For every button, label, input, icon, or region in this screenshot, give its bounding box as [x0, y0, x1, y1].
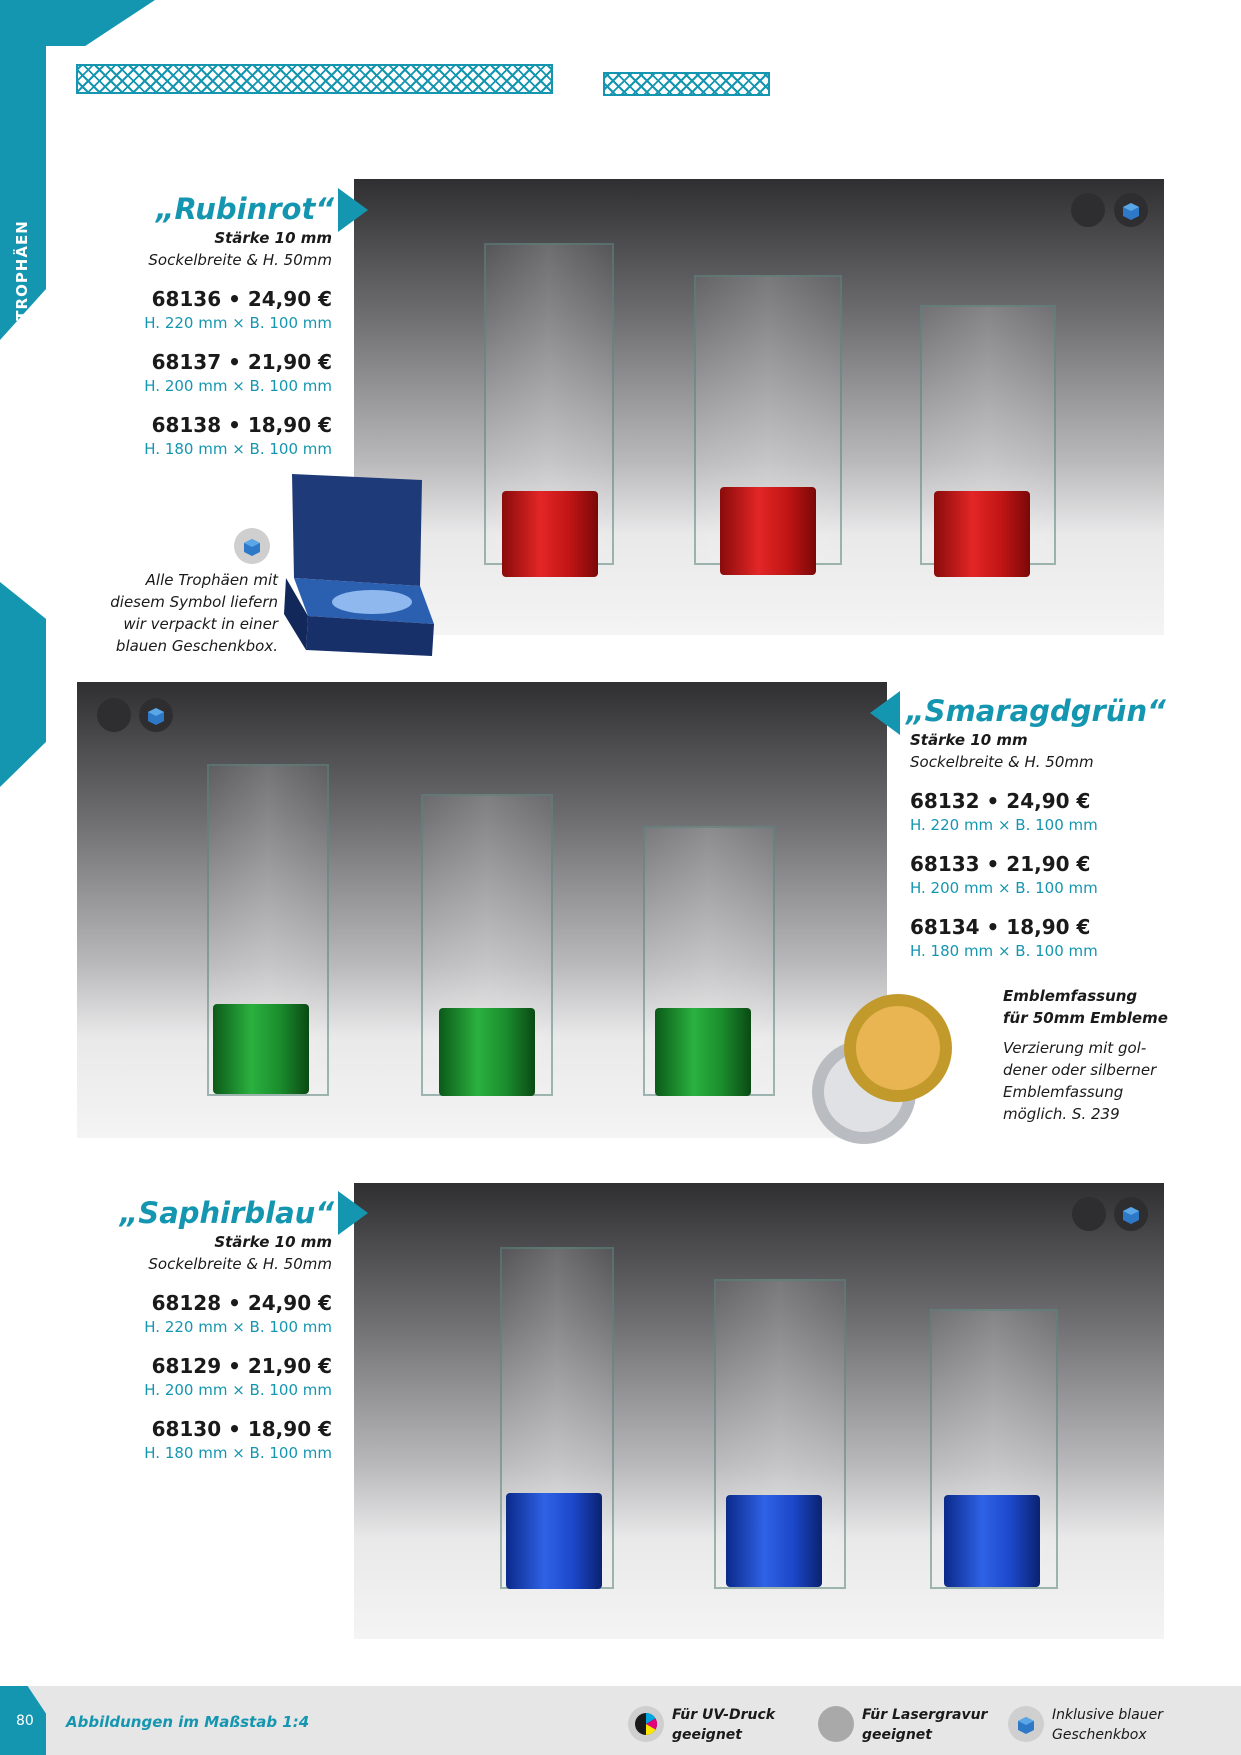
base-size-label: Sockelbreite & H. 50mm [148, 1255, 332, 1273]
pointer-arrow [338, 188, 368, 232]
note-line: Alle Trophäen mit [145, 571, 278, 589]
green-base-small [655, 1008, 751, 1096]
product-name: „Smaragdgrün“ [906, 694, 1166, 728]
size-line: H. 180 mm × B. 100 mm [144, 1444, 332, 1462]
product-photo-rubinrot [354, 179, 1164, 635]
size-line: H. 200 mm × B. 100 mm [144, 377, 332, 395]
product-name: „Rubinrot“ [155, 192, 334, 226]
section-label: GLASTROPHÄEN [13, 220, 31, 370]
product-photo-smaragdgruen [77, 682, 887, 1138]
laser-engraving-icon [97, 698, 131, 732]
scale-note: Abbildungen im Maßstab 1:4 [66, 1713, 310, 1731]
thickness-label: Stärke 10 mm [214, 1233, 332, 1251]
uv-print-icon [628, 1706, 664, 1742]
product-photo-saphirblau [354, 1183, 1164, 1639]
gift-box-note [80, 569, 278, 657]
gift-box-label [1052, 1705, 1163, 1745]
emblem-title: für 50mm Embleme [1003, 1009, 1168, 1027]
icon-label-line: Geschenkbox [1052, 1727, 1147, 1743]
base-size-label: Sockelbreite & H. 50mm [910, 753, 1094, 771]
price-line: 68134 • 18,90 € [910, 915, 1091, 939]
gift-box-image [284, 474, 442, 658]
pointer-arrow [338, 1191, 368, 1235]
blue-base-small [944, 1495, 1040, 1587]
price-line: 68132 • 24,90 € [910, 789, 1091, 813]
red-base-medium [720, 487, 816, 575]
red-base-small [934, 491, 1030, 577]
size-line: H. 180 mm × B. 100 mm [910, 942, 1098, 960]
icon-label-line: geeignet [862, 1727, 932, 1743]
note-line: diesem Symbol liefern [110, 593, 278, 611]
note-line: Emblemfassung [1003, 1083, 1124, 1101]
base-size-label: Sockelbreite & H. 50mm [148, 251, 332, 269]
icon-label-line: Für UV-Druck [672, 1707, 776, 1723]
size-line: H. 220 mm × B. 100 mm [144, 314, 332, 332]
size-line: H. 200 mm × B. 100 mm [144, 1381, 332, 1399]
price-line: 68129 • 21,90 € [151, 1354, 332, 1378]
thickness-label: Stärke 10 mm [910, 731, 1028, 749]
price-line: 68137 • 21,90 € [151, 350, 332, 374]
page-number: 80 [16, 1713, 34, 1729]
green-base-large [213, 1004, 309, 1094]
laser-engraving-icon [1071, 193, 1105, 227]
price-line: 68130 • 18,90 € [151, 1417, 332, 1441]
size-line: H. 220 mm × B. 100 mm [144, 1318, 332, 1336]
gift-box-icon [1114, 193, 1148, 227]
emblem-title: Emblemfassung [1003, 987, 1138, 1005]
emblem-image [806, 986, 956, 1156]
price-line: 68138 • 18,90 € [151, 413, 332, 437]
note-line: möglich. S. 239 [1003, 1105, 1120, 1123]
side-notch [0, 582, 46, 787]
size-line: H. 220 mm × B. 100 mm [910, 816, 1098, 834]
price-line: 68136 • 24,90 € [151, 287, 332, 311]
header-subtitle-box [603, 72, 770, 96]
note-line: Verzierung mit gol- [1003, 1039, 1147, 1057]
header-title-box [76, 64, 553, 94]
blue-base-large [506, 1493, 602, 1589]
note-line: blauen Geschenkbox. [115, 637, 278, 655]
emblem-note [1003, 1037, 1203, 1125]
note-line: dener oder silberner [1003, 1061, 1157, 1079]
gift-box-icon [1114, 1197, 1148, 1231]
gift-box-icon [1008, 1706, 1044, 1742]
note-line: wir verpackt in einer [123, 615, 278, 633]
laser-engraving-icon [818, 1706, 854, 1742]
red-base-large [502, 491, 598, 577]
product-name: „Saphirblau“ [119, 1196, 334, 1230]
icon-label-line: geeignet [672, 1727, 742, 1743]
price-line: 68133 • 21,90 € [910, 852, 1091, 876]
uv-print-label [672, 1705, 775, 1745]
icon-label-line: Inklusive blauer [1052, 1707, 1164, 1723]
laser-engraving-icon [1072, 1197, 1106, 1231]
price-line: 68128 • 24,90 € [151, 1291, 332, 1315]
gift-box-icon [139, 698, 173, 732]
pointer-arrow [870, 691, 900, 735]
laser-engraving-label [862, 1705, 987, 1745]
gift-box-icon [234, 528, 270, 564]
size-line: H. 180 mm × B. 100 mm [144, 440, 332, 458]
icon-label-line: Für Lasergravur [862, 1707, 988, 1723]
thickness-label: Stärke 10 mm [214, 229, 332, 247]
size-line: H. 200 mm × B. 100 mm [910, 879, 1098, 897]
green-base-medium [439, 1008, 535, 1096]
blue-base-medium [726, 1495, 822, 1587]
